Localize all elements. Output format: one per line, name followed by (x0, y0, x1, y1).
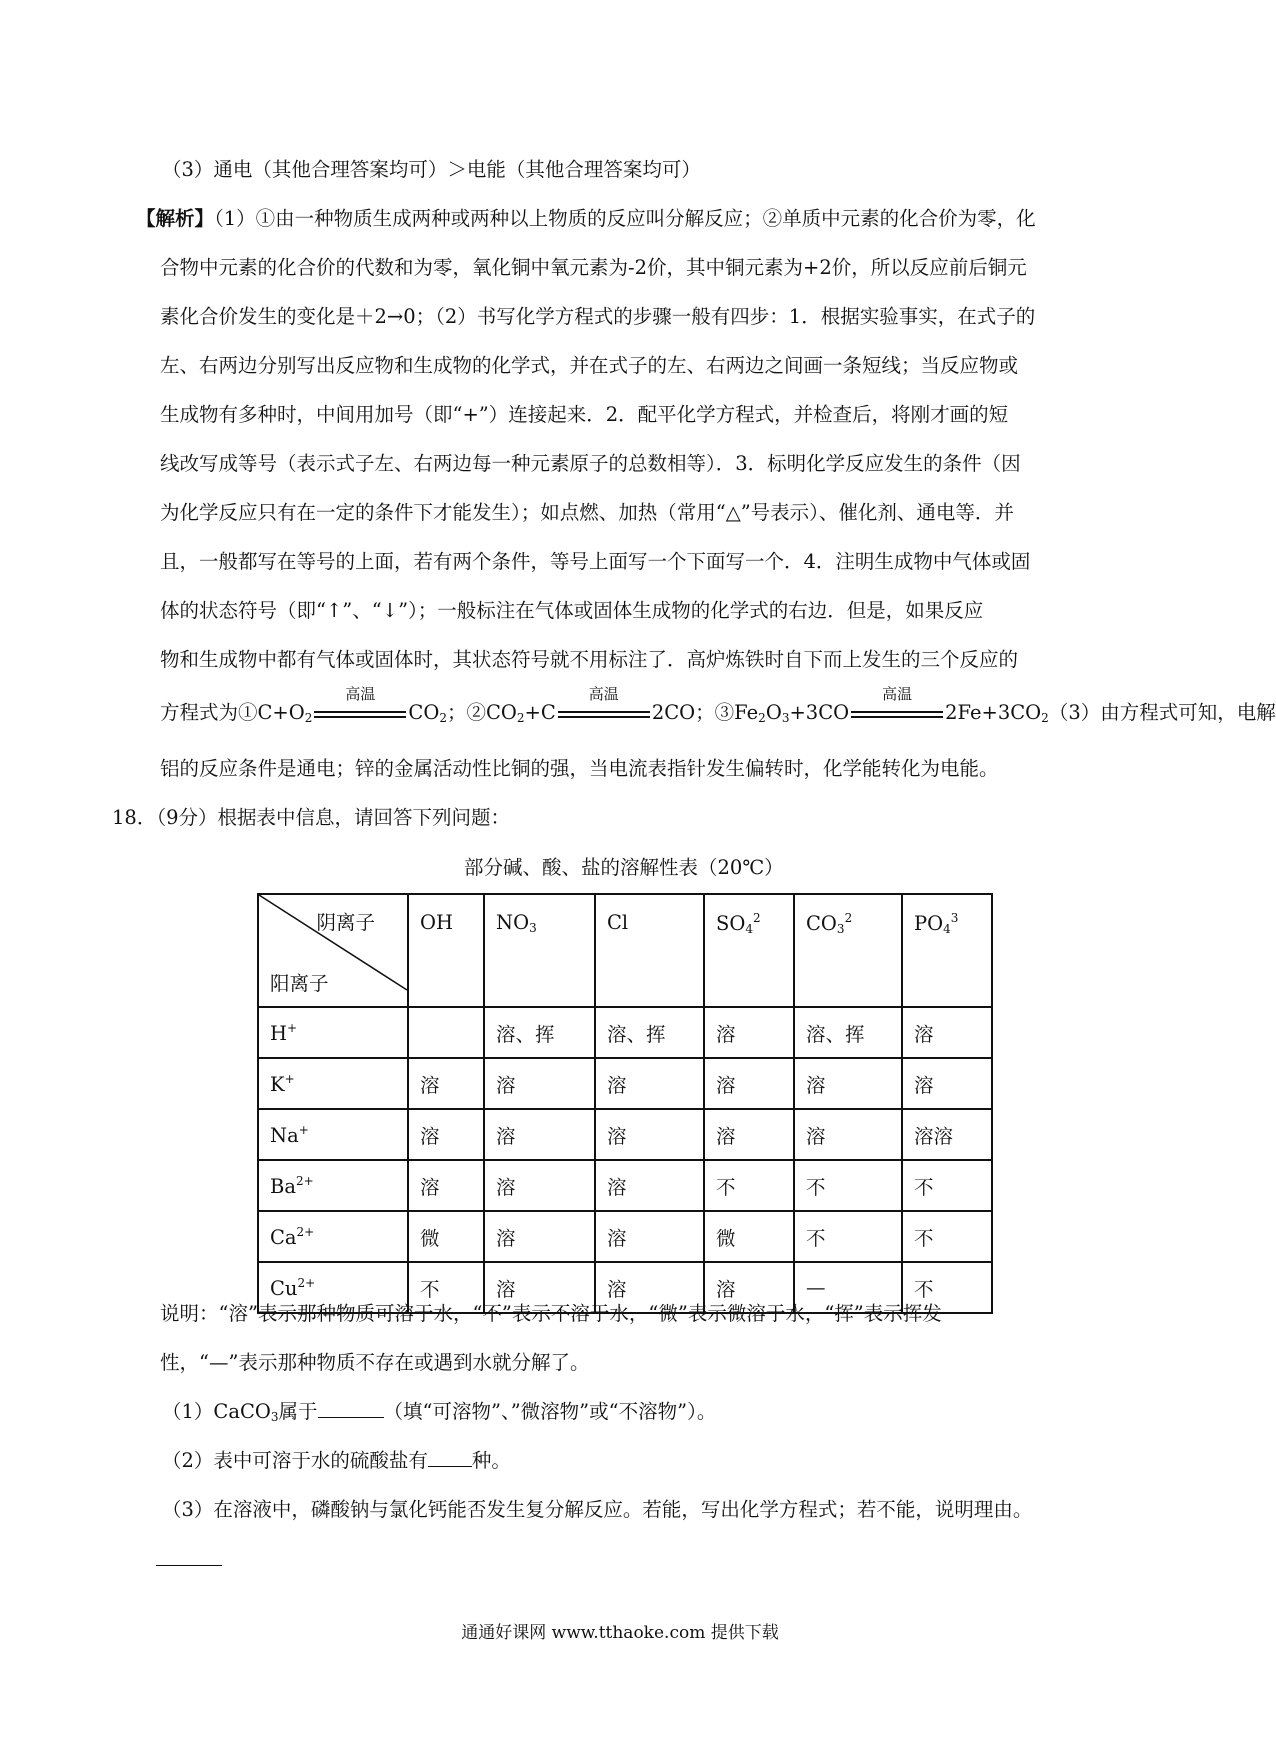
table-note-line-2: 性，“—”表示那种物质不存在或遇到水就分解了。 (160, 1351, 590, 1374)
table-cell: 溶 (704, 1109, 794, 1160)
analysis-first-line (136, 207, 1036, 230)
solubility-table (257, 893, 993, 1314)
answer-blank[interactable] (428, 1466, 472, 1467)
table-row (258, 1007, 992, 1058)
question-18-title: 18．（9分）根据表中信息，请回答下列问题： (112, 806, 510, 829)
table-cell: 不 (794, 1160, 902, 1211)
table-cell: 溶 (484, 1211, 595, 1262)
table-cell: 溶、挥 (595, 1007, 704, 1058)
table-cell: 微 (408, 1211, 484, 1262)
table-cell: 溶 (794, 1109, 902, 1160)
page-footer: 通通好课网 www.tthaoke.com 提供下载 (461, 1623, 779, 1643)
table-cell: 不 (902, 1211, 992, 1262)
table-cell: 溶溶 (902, 1109, 992, 1160)
table-cell (408, 1007, 484, 1058)
analysis-line: 线改写成等号（表示式子左、右两边每一种元素原子的总数相等）．3．标明化学反应发生的条件（因 (160, 452, 1021, 475)
equation-3: $③Fe_2O_3+3CO$ 高温 $2Fe+3CO_2$ (714, 684, 1049, 725)
eq-after: （3）由方程式可知，电解 (1048, 701, 1276, 724)
eq-prefix: 方程式为 (160, 701, 239, 724)
table-cell: 不 (408, 1262, 484, 1313)
table-cell: 微 (704, 1211, 794, 1262)
table-cell: 不 (704, 1160, 794, 1211)
analysis-line: 体的状态符号（即“↑”、“↓”）；一般标注在气体或固体生成物的化学式的右边．但是，如果反应 (160, 599, 984, 622)
table-cell: 溶 (595, 1262, 704, 1313)
cation-cell: Na+ (258, 1109, 408, 1160)
table-cell: 不 (794, 1211, 902, 1262)
table-cell: 溶 (704, 1262, 794, 1313)
condition-arrow: 高温 (314, 701, 406, 727)
condition-arrow: 高温 (851, 701, 943, 727)
equations-line: 方程式为$①C+O_2$ 高温 $CO_2$；$②CO_2+C$ 高温 2CO；$③Fe_2O_3+3CO$ 高温 $2Fe+3CO_2(3)$由方程式可知，电解 (160, 684, 1276, 725)
sub-question-3: （3）在溶液中，磷酸钠与氯化钙能否发生复分解反应。若能，写出化学方程式；若不能，说明理由。 (162, 1498, 1033, 1521)
anion-label: 阴离子 (316, 911, 375, 934)
anion-header: $SO_4^2$ (704, 894, 794, 1007)
analysis-line: 为化学反应只有在一定的条件下才能发生）；如点燃、加热（常用“△”号表示）、催化剂、通电等．并 (160, 501, 1014, 524)
equation-1: $①C+O_2$ 高温 $CO_2$ (238, 684, 447, 725)
analysis-line: 生成物有多种时，中间用加号（即“+”）连接起来．2．配平化学方程式，并检查后，将刚才画的短 (160, 403, 1009, 426)
table-cell: — (794, 1262, 902, 1313)
table-cell: 不 (902, 1262, 992, 1313)
analysis-line: （1）①由一种物质生成两种或两种以上物质的反应叫分解反应；②单质中元素的化合价为零，化 (214, 207, 1036, 230)
analysis-line: 合物中元素的化合价的代数和为零，氧化铜中氧元素为-2价，其中铜元素为+2价，所以反应前后铜元 (160, 256, 1027, 279)
answer-3: （3）通电（其他合理答案均可）＞电能（其他合理答案均可） (162, 158, 701, 181)
condition-arrow: 高温 (558, 701, 650, 727)
answer-blank[interactable] (318, 1417, 384, 1418)
analysis-line: 且，一般都写在等号的上面，若有两个条件，等号上面写一个下面写一个．4．注明生成物中气体或固 (160, 550, 1031, 573)
table-cell: 溶 (408, 1109, 484, 1160)
equation-2: $②CO_2+C$ 高温 2CO (466, 684, 696, 725)
table-cell: 溶 (794, 1058, 902, 1109)
analysis-last-line: 铝的反应条件是通电；锌的金属活动性比铜的强，当电流表指针发生偏转时，化学能转化为电能。 (160, 757, 999, 780)
sub-question-2: （2）表中可溶于水的硫酸盐有 种。 (162, 1449, 511, 1472)
table-row (258, 1211, 992, 1262)
table-caption: 部分碱、酸、盐的溶解性表（20℃） (464, 856, 784, 879)
cation-label: 阳离子 (270, 972, 329, 995)
cation-cell: K+ (258, 1058, 408, 1109)
cation-cell: H+ (258, 1007, 408, 1058)
cation-cell: $Ca^{2+}$ (258, 1211, 408, 1262)
sub-question-1: （1）CaCO$_3$属于 （填“可溶物”、”微溶物”或“不溶物”）。 (162, 1400, 717, 1424)
anion-header: $PO_4^3$ (902, 894, 992, 1007)
analysis-tag: 【解析】 (136, 207, 215, 230)
table-cell: 溶 (595, 1058, 704, 1109)
anion-header: $NO_3$ (484, 894, 595, 1007)
table-cell: 溶 (484, 1262, 595, 1313)
analysis-line: 素化合价发生的变化是＋2→0；（2）书写化学方程式的步骤一般有四步：1．根据实验事实，在式子的 (160, 305, 1036, 328)
anion-header: Cl (595, 894, 704, 1007)
table-cell: 溶 (484, 1109, 595, 1160)
answer-blank[interactable] (156, 1565, 222, 1566)
table-cell: 溶 (484, 1058, 595, 1109)
table-cell: 溶 (484, 1160, 595, 1211)
table-row (258, 1058, 992, 1109)
table-cell: 溶 (902, 1058, 992, 1109)
anion-header: $CO_3^2$ (794, 894, 902, 1007)
table-cell: 溶、挥 (794, 1007, 902, 1058)
table-cell: 溶 (595, 1160, 704, 1211)
analysis-line: 左、右两边分别写出反应物和生成物的化学式，并在式子的左、右两边之间画一条短线；当反应物或 (160, 354, 1019, 377)
table-note-line-1: 说明：“溶”表示那种物质可溶于水，“不”表示不溶于水，“微”表示微溶于水，“挥”表示挥发 (160, 1302, 942, 1325)
table-cell: 溶 (595, 1109, 704, 1160)
table-row (258, 1160, 992, 1211)
table-row (258, 1109, 992, 1160)
table-cell: 不 (902, 1160, 992, 1211)
table-cell: 溶 (902, 1007, 992, 1058)
table-cell: 溶 (704, 1007, 794, 1058)
analysis-line: 物和生成物中都有气体或固体时，其状态符号就不用标注了．高炉炼铁时自下而上发生的三个反应的 (160, 648, 1019, 671)
table-cell: 溶 (595, 1211, 704, 1262)
table-cell: 溶 (408, 1058, 484, 1109)
diagonal-header-cell (258, 894, 408, 1007)
table-cell: 溶 (408, 1160, 484, 1211)
table-header-row (258, 894, 992, 1007)
table-cell: 溶 (704, 1058, 794, 1109)
cation-cell: $Cu^{2+}$ (258, 1262, 408, 1313)
table-cell: 溶、挥 (484, 1007, 595, 1058)
anion-header: OH (408, 894, 484, 1007)
cation-cell: $Ba^{2+}$ (258, 1160, 408, 1211)
